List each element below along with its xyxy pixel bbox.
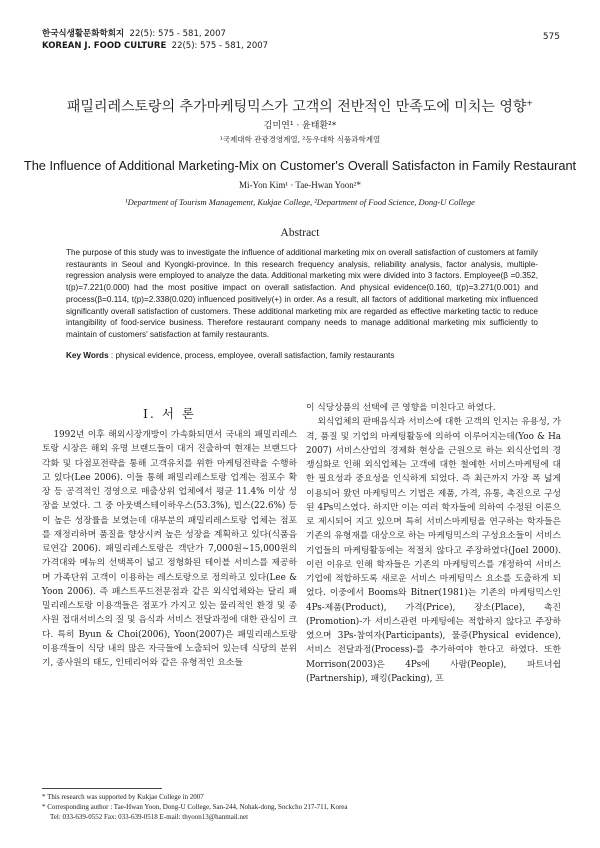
abstract-body: The purpose of this study was to investigate the influence of additional marketing mix on overall satisfaction of customers at family restaurants in Seoul and Kyongki-province. In this research frequency analysis, reliability analysis, factor analysis, multiple-regression analysis were employed to analyze the data. Additional marketing mix were divided into 3 factors. Employee(β =0.352, t(p)=7.221(0.000) had the most positive impact on overall satisfaction. And physical evidence(0.160, t(p)=3.271(0.001) and process(β=0.114, t(p)=2.338(0.020) influenced positively(+) in order. As a result, all factors of additional marketing mix influenced significantly overall satisfaction of customers. These additional marketing mix are regarded as effective marketing tactic to reduce intangibility of food-service business. Therefore restaurant company needs to manage additional marketing mix sufficiently to maintain of customers' satisfaction at family restaurants. [66,248,538,339]
journal-name-ko: 한국식생활문화학회지 [42,29,125,39]
affiliations-korean: ¹국제대학 관광경영계열, ²동우대학 식품과학계열 [219,135,381,144]
footnote-rule [42,788,162,789]
footnote-contact: Tel: 033-639-0552 Fax: 033-639-0518 E-mail: thyoon13@hanmail.net [50,813,249,821]
left-column [42,428,297,670]
left-paragraph-1: 1992년 이후 해외시장개방이 가속화되면서 국내의 패밀리레스토랑 시장은 해외 유명 브랜드들이 대거 진출하여 현재는 브랜드다각화 및 다점포전략을 통해 고객유치를 위한 마케팅전략을 수행하고 있다(Lee 2006). 이들 통해 패밀리레스토랑 업계는 점포수 확장 등 공격적인 경영으로 매출상위 업체에서 평균 11.4% 이상 성장을 보였다. 그 중 아웃백스테이하우스(53.3%), 빕스(22.6%) 등이 높은 성장률을 보였는데 대부분의 패밀리레스토랑 업체는 점포를 재정리하며 품질을 향상시켜 높은 성장을 계획하고 있다(식품음료연감 2006). 패밀리레스토랑은 객단가 7,000원~15,000원의 가격대와 메뉴의 선택폭이 넓고 정형화된 테이블 서비스를 제공하며 가족단위 고객이 이용하는 레스토랑으로 정의하고 있다(Lee & Yoon 2006). 즉 패스트푸드전문점과 같은 외식업체와는 달리 패밀리레스토랑 이용객들은 점포가 가지고 있는 물리적인 환경 및 종사원 접대서비스의 질 및 음식과 서비스 전달과정에 대한 관심이 크다. 특히 Byun & Choi(2006), Yoon(2007)은 패밀리레스토랑 이용객들이 식당 내의 많은 자극들에 노출되어 있는데 식당의 분위기, 종사원의 태도, 인테리어와 같은 유형적인 요소들 [42,430,297,668]
title-english: The Influence of Additional Marketing-Mix on Customer's Overall Satisfacton in Family Restaurant [23,158,577,173]
authors-english: Mi-Yon Kim¹ · Tae-Hwan Yoon²* [239,180,361,190]
section-heading-introduction: Ⅰ. 서 론 [142,406,196,421]
journal-name-en: KOREAN J. FOOD CULTURE [42,41,167,51]
journal-ref-ko: 22(5): 575 - 581, 2007 [129,29,226,39]
footnote-funding: * This research was supported by Kukjae College in 2007 [42,793,204,801]
keywords-list: : physical evidence, process, employee, overall satisfaction, family restaurants [110,351,395,360]
footnotes [42,792,562,822]
journal-header [42,28,268,52]
page-number: 575 [542,32,560,42]
right-paragraph-1: 이 식당상품의 선택에 큰 영향을 미친다고 하였다. [306,403,496,413]
title-footnote-mark: + [526,98,534,108]
title-korean-text: 패밀리레스토랑의 추가마케팅믹스가 고객의 전반적인 만족도에 미치는 영향 [66,99,527,115]
keywords-label: Key Words [66,351,109,360]
keywords [66,351,538,360]
right-paragraph-2: 외식업체의 판매음식과 서비스에 대한 고객의 인지는 유용성, 가격, 품질 및 기업의 마케팅활동에 의하여 이루어지는데(Yoo & Ha 2007) 서비스산업의 경제화 현상을 근원으로 하는 외식산업의 경쟁심화로 인해 외식업체는 고객에 대한 철예한 서비스마케팅에 대한 필요성과 중요성을 인식하게 되었다. 즉 최근까지 가장 폭 넓게 이용되어 왔던 마케팅믹스 기법은 제품, 가격, 유통, 촉진으로 구성된 4Ps믹스였다. 하지만 이는 여러 학자들에 의하여 수정된 이론으로 제시되어 지고 있으며 특히 서비스마케팅을 연구하는 학자들은 기존의 유형재를 대상으로 하는 마케팅믹스의 구성요소들이 서비스 기업들의 마케팅활동에는 적절치 않다고 주장하였다(Joel 2000). 이런 이유로 인해 학자들은 기존의 마케팅믹스를 개정하여 서비스 기업에 적합하도록 새로운 서비스 마케팅믹스 요소를 도출하게 되었다. 이중에서 Booms와 Bitner(1981)는 기존의 마케팅믹스인 4Ps-제품(Product), 가격(Price), 장소(Place), 촉진(Promotion)-가 서비스관련 마케팅에는 적합하지 않다고 주장하였으며 3Ps-참여자(Participants), 물증(Physical evidence), 서비스 전달과정(Process)-를 추가하여야 한다고 하였다. 또한 Morrison(2003)은 4Ps에 사람(People), 파트너쉽(Partnership), 패킹(Packing), 프 [306,417,561,684]
right-column [306,401,561,686]
title-korean [0,96,600,116]
authors-korean: 김미연¹ · 윤태환²* [263,121,337,131]
abstract-heading: Abstract [280,227,320,239]
footnote-corresponding-author: * Corresponding author : Tae-Hwan Yoon, Dong-U College, San-244, Nohak-dong, Sockcho 217-711, Korea [42,803,348,811]
affiliations-english: ¹Department of Tourism Management, Kukjae College, ²Department of Food Science, Dong-U College [125,197,475,207]
journal-ref-en: 22(5): 575 - 581, 2007 [171,41,269,51]
